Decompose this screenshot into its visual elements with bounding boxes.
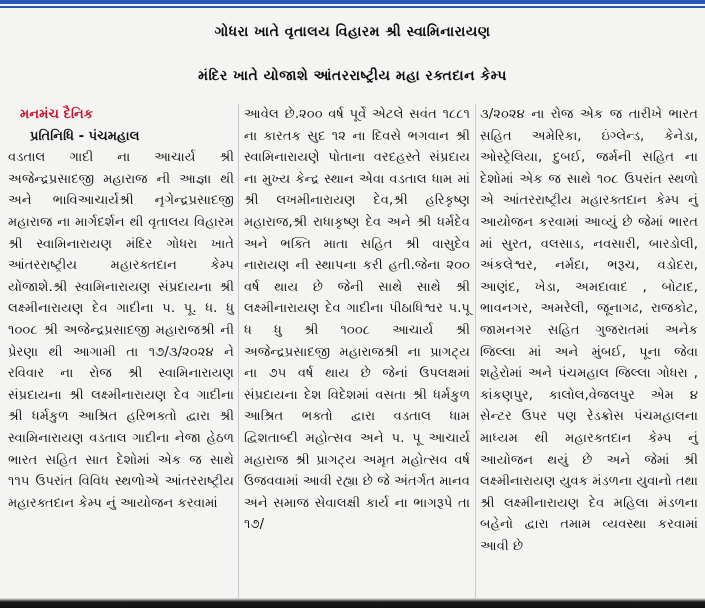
- column-divider: [475, 104, 476, 602]
- source-label: મનમંચ દૈનિક: [20, 107, 94, 122]
- headline-line-2: મંદિર ખાતે યોજાશે આંતરરાષ્ટ્રીય મહા રક્તદાન કેમ્પ: [198, 68, 507, 84]
- column-2-text: આવેલ છે.૨૦૦ વર્ષ પૂર્વે એટલે સવંત ૧૮૮૧ ના કારતક સુદ ૧૨ ના દિવસે ભગવાન શ્રી સ્વામિનારાયણે પોતાના વરદહસ્તે સંપ્રદાય ના મુખ્ય કેન્દ્ર સ્થાન એવા વડતાલ ધામ માં શ્રી લખમીનારાયણ દેવ,શ્રી હરિકૃષ્ણ મહારાજ,શ્રી રાધાકૃષ્ણ દેવ અને શ્રી ધર્મદેવ અને ભક્તિ માતા સહિત શ્રી વાસુદેવ નારાયણ ની સ્થાપના કરી હતી.જેના ૨૦૦ વર્ષ થાય છે જેની સાથે સાથે શ્રી લક્ષ્મીનારાયણ દેવ ગાદીના પીઠાધિશ્વર પ.પૂ ધ ધુ શ્રી ૧૦૦૮ આચાર્ય શ્રી અજેન્દ્રપ્રસાદજી મહારાજશ્રી ના પ્રાગટ્ય ના ૭૫ વર્ષ થાય છે જેનાં ઉપલક્ષમાં સંપ્રદાયના દેશ વિદેશમાં વસતા શ્રી ધર્મકુળ આશ્રિત ભક્તો દ્વારા વડતાલ ધામ દ્વિશતાબ્દી મહોત્સવ અને પ. પૂ આચાર્ય મહારાજ શ્રી પ્રાગટ્ય અમૃત મહોત્સવ વર્ષ ઉજવવામાં આવી રહ્યા છે જે અંતર્ગત માનવ અને સમાજ સેવાલક્ષી કાર્ય ના ભાગરૂપે તા ૧૭/: [244, 107, 470, 533]
- column-divider: [238, 104, 239, 602]
- column-1-text: વડતાલ ગાદી ના આચાર્ય શ્રી અજેન્દ્રપ્રસાદજી મહારાજ ની આજ્ઞા થી અને ભાવિઆચાર્યશ્રી નૃગેન્દ્રપ્રસાદજી મહારાજ ના માર્ગદર્શન થી વૃતાલય વિહારમ શ્રી સ્વામિનારાયણ મંદિર ગોધરા ખાતે આંતરરાષ્ટ્રીય મહારક્તદાન કેમ્પ યોજાશે.શ્રી સ્વામિનારાયણ સંપ્રદાયના શ્રી લક્ષ્મીનારાયણ દેવ ગાદીના પ. પૂ. ધ. ધુ ૧૦૦૮ શ્રી અજેન્દ્રપ્રસાદજી મહારાજશ્રી ની પ્રેરણા થી આગામી તા ૧૭/૩/૨૦૨૪ ને રવિવાર ના રોજ શ્રી સ્વામિનારાયણ સંપ્રદાયના શ્રી લક્ષ્મીનારાયણ દેવ ગાદીના શ્રી ધર્મકુળ આશ્રિત હરિભક્તો દ્વારા શ્રી સ્વામિનારાયણ વડતાલ ગાદીના નેજા હેઠળ ભારત સહિત સાત દેશોમાં એક જ સાથે ૧૧૫ ઉપરાંત વિવિધ સ્થળોએ આંતરરાષ્ટ્રીય મહારક્તદાન કેમ્પ નું આયોજન કરવામાં: [8, 150, 234, 511]
- headline-line-1: ગોધરા ખાતે વૃતાલય વિહારમ શ્રી સ્વામિનારાયણ: [214, 24, 491, 40]
- headline: [0, 10, 705, 98]
- article-column-3: [480, 104, 698, 557]
- top-border-inner: [0, 6, 705, 8]
- next-headline-cutoff: [0, 598, 705, 608]
- article-column-1: [8, 104, 234, 514]
- byline: પ્રતિનિધિ - પંચમહાલ: [30, 128, 140, 144]
- top-border: [0, 0, 705, 4]
- column-3-text: ૩/૨૦૨૪ ના રોજ એક જ તારીખે ભારત સહિત અમેરિકા, ઇંગ્લેન્ડ, કેનેડા, ઓસ્ટ્રેલિયા, દુબઈ, જર્મની સહિત ના દેશોમાં એક જ સાથે ૧૦૮ ઉપરાંત સ્થળો એ આંતરરાષ્ટ્રીય મહારક્તદાન કેમ્પ નું આયોજન કરવામાં આવ્યું છે જેમાં ભારત માં સુરત, વલસાડ, નવસારી, બારડોલી, અંકલેશ્વર, નર્મદા, ભરૂચ, વડોદરા, આણંદ, ખેડા, અમદાવાદ , બોટાદ, ભાવનગર, અમરેલી, જૂનાગઢ, રાજકોટ, જામનગર સહિત ગુજરાતમાં અનેક જિલ્લા માં અને મુંબઈ, પૂના જેવા શહેરોમાં અને પંચમહાલ જિલ્લા ગોધરા , કાંકણપુર, કાલોલ,વેજલપુર એમ ૪ સેન્ટર ઉપર પણ રેડક્રોસ પંચમહાલના માધ્યમ થી મહારક્તદાન કેમ્પ નું આયોજન થયું છે અને જેમાં શ્રી લક્ષ્મીનારાયણ યુવક મંડળના યુવાનો તથા શ્રી લક્ષ્મીનારાયણ દેવ મહિલા મંડળના બહેનો દ્વારા તમામ વ્યવસ્થા કરવામાં આવી છે: [480, 107, 698, 554]
- article-column-2: [244, 104, 470, 536]
